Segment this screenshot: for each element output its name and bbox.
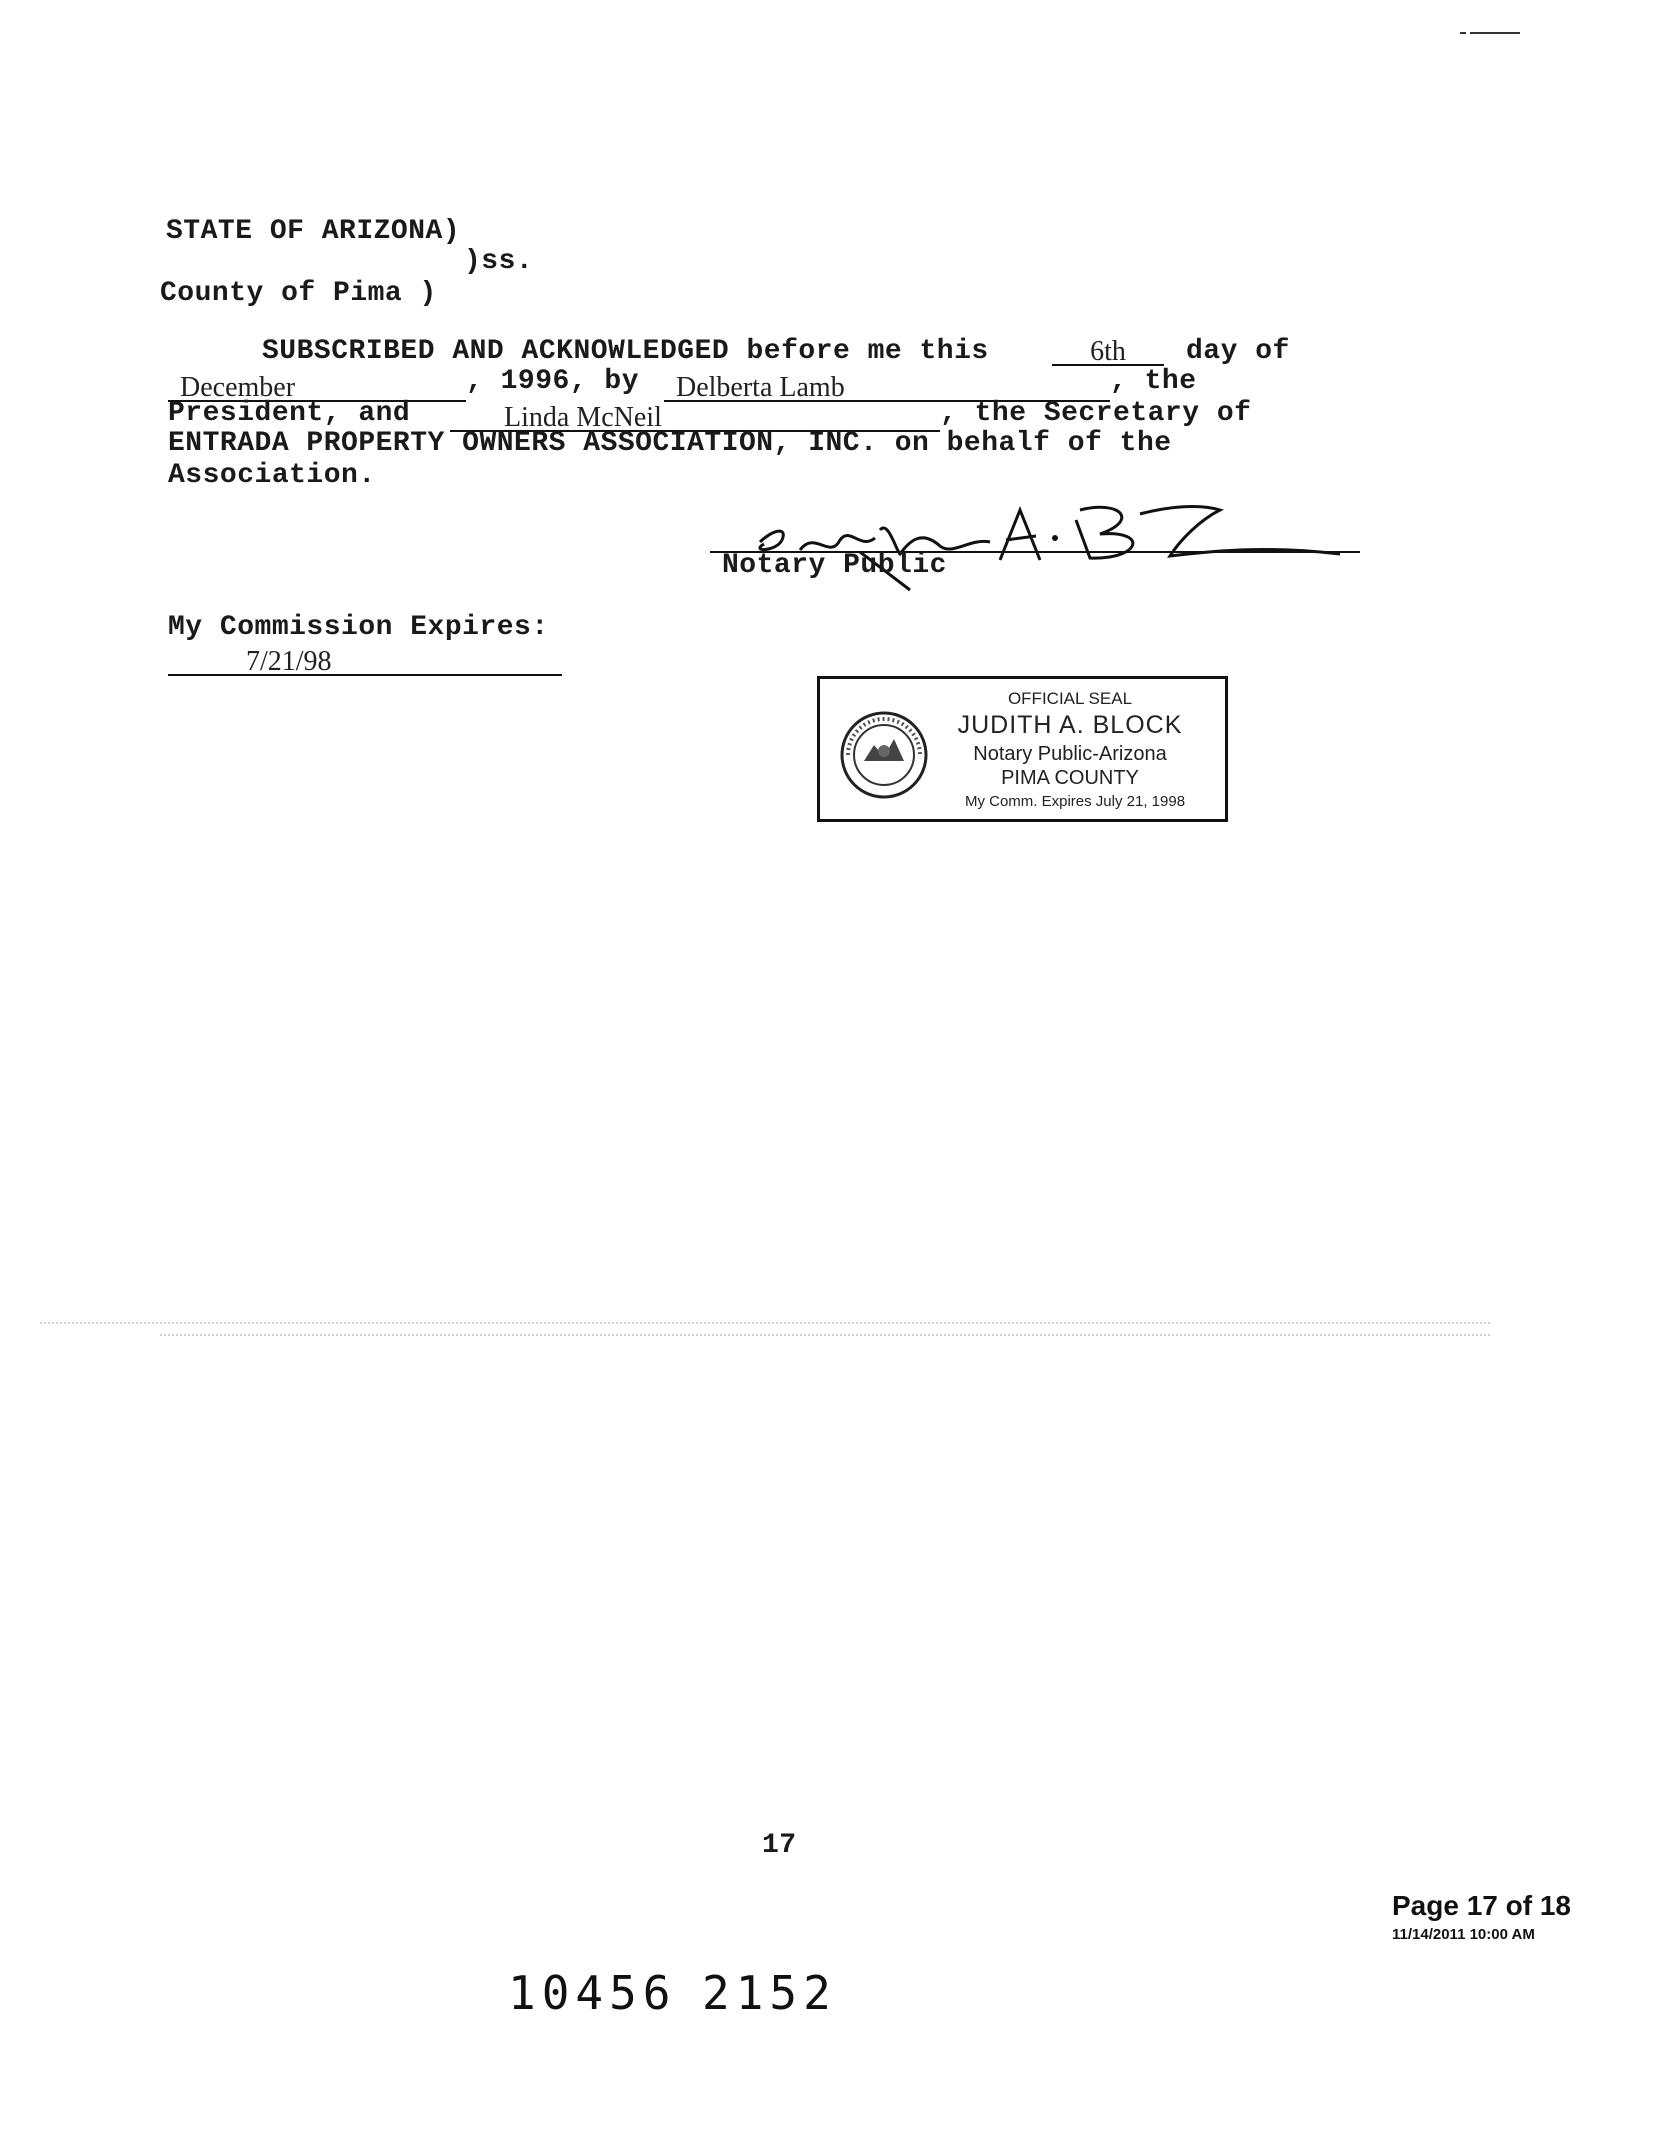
seal-name: JUDITH A. BLOCK — [957, 711, 1183, 739]
seal-role: Notary Public-Arizona — [973, 743, 1167, 765]
page-stamp-number: 2152 — [702, 1966, 837, 2020]
ack-line2-year: , 1996, by — [466, 366, 640, 397]
ack-line3-text: President, and — [168, 398, 411, 429]
seal-title: OFFICIAL SEAL — [1007, 689, 1133, 708]
day-field: 6th — [1052, 336, 1164, 366]
scan-mark — [1470, 32, 1520, 34]
scan-mark — [1460, 32, 1466, 34]
president-name-field: Delberta Lamb — [664, 372, 1110, 402]
ack-line2-end: , the — [1110, 366, 1197, 397]
seal-county: PIMA COUNTY — [1001, 767, 1139, 789]
ack-line1-end: day of — [1186, 336, 1290, 367]
scan-artifact-line — [40, 1322, 1490, 1324]
docket-number: 10456 — [508, 1966, 677, 2020]
commission-label: My Commission Expires: — [168, 612, 549, 643]
seal-expires: My Comm. Expires July 21, 1998 — [964, 793, 1186, 810]
venue-county: County of Pima ) — [160, 278, 437, 309]
ack-line3-end: , the Secretary of — [940, 398, 1252, 429]
scan-artifact-line — [160, 1334, 1490, 1336]
month-field: December — [168, 372, 466, 402]
notary-public-label: Notary Public — [722, 550, 947, 581]
official-seal-stamp — [817, 676, 1228, 822]
venue-state: STATE OF ARIZONA) — [166, 216, 461, 247]
page-of-indicator: Page 17 of 18 — [1392, 1890, 1571, 1921]
ack-line1-text: SUBSCRIBED AND ACKNOWLEDGED before me this — [262, 336, 989, 367]
state-seal-icon — [838, 709, 930, 801]
notary-signature — [700, 490, 1380, 600]
page-number: 17 — [762, 1830, 797, 1861]
ack-line5: Association. — [168, 460, 376, 491]
ack-line4: ENTRADA PROPERTY OWNERS ASSOCIATION, INC. on behalf of the — [168, 428, 1172, 459]
commission-date-field: 7/21/98 — [168, 646, 562, 676]
venue-ss: )ss. — [464, 246, 534, 277]
secretary-name-field: Linda McNeil — [450, 402, 940, 432]
print-timestamp: 11/14/2011 10:00 AM — [1392, 1926, 1535, 1943]
